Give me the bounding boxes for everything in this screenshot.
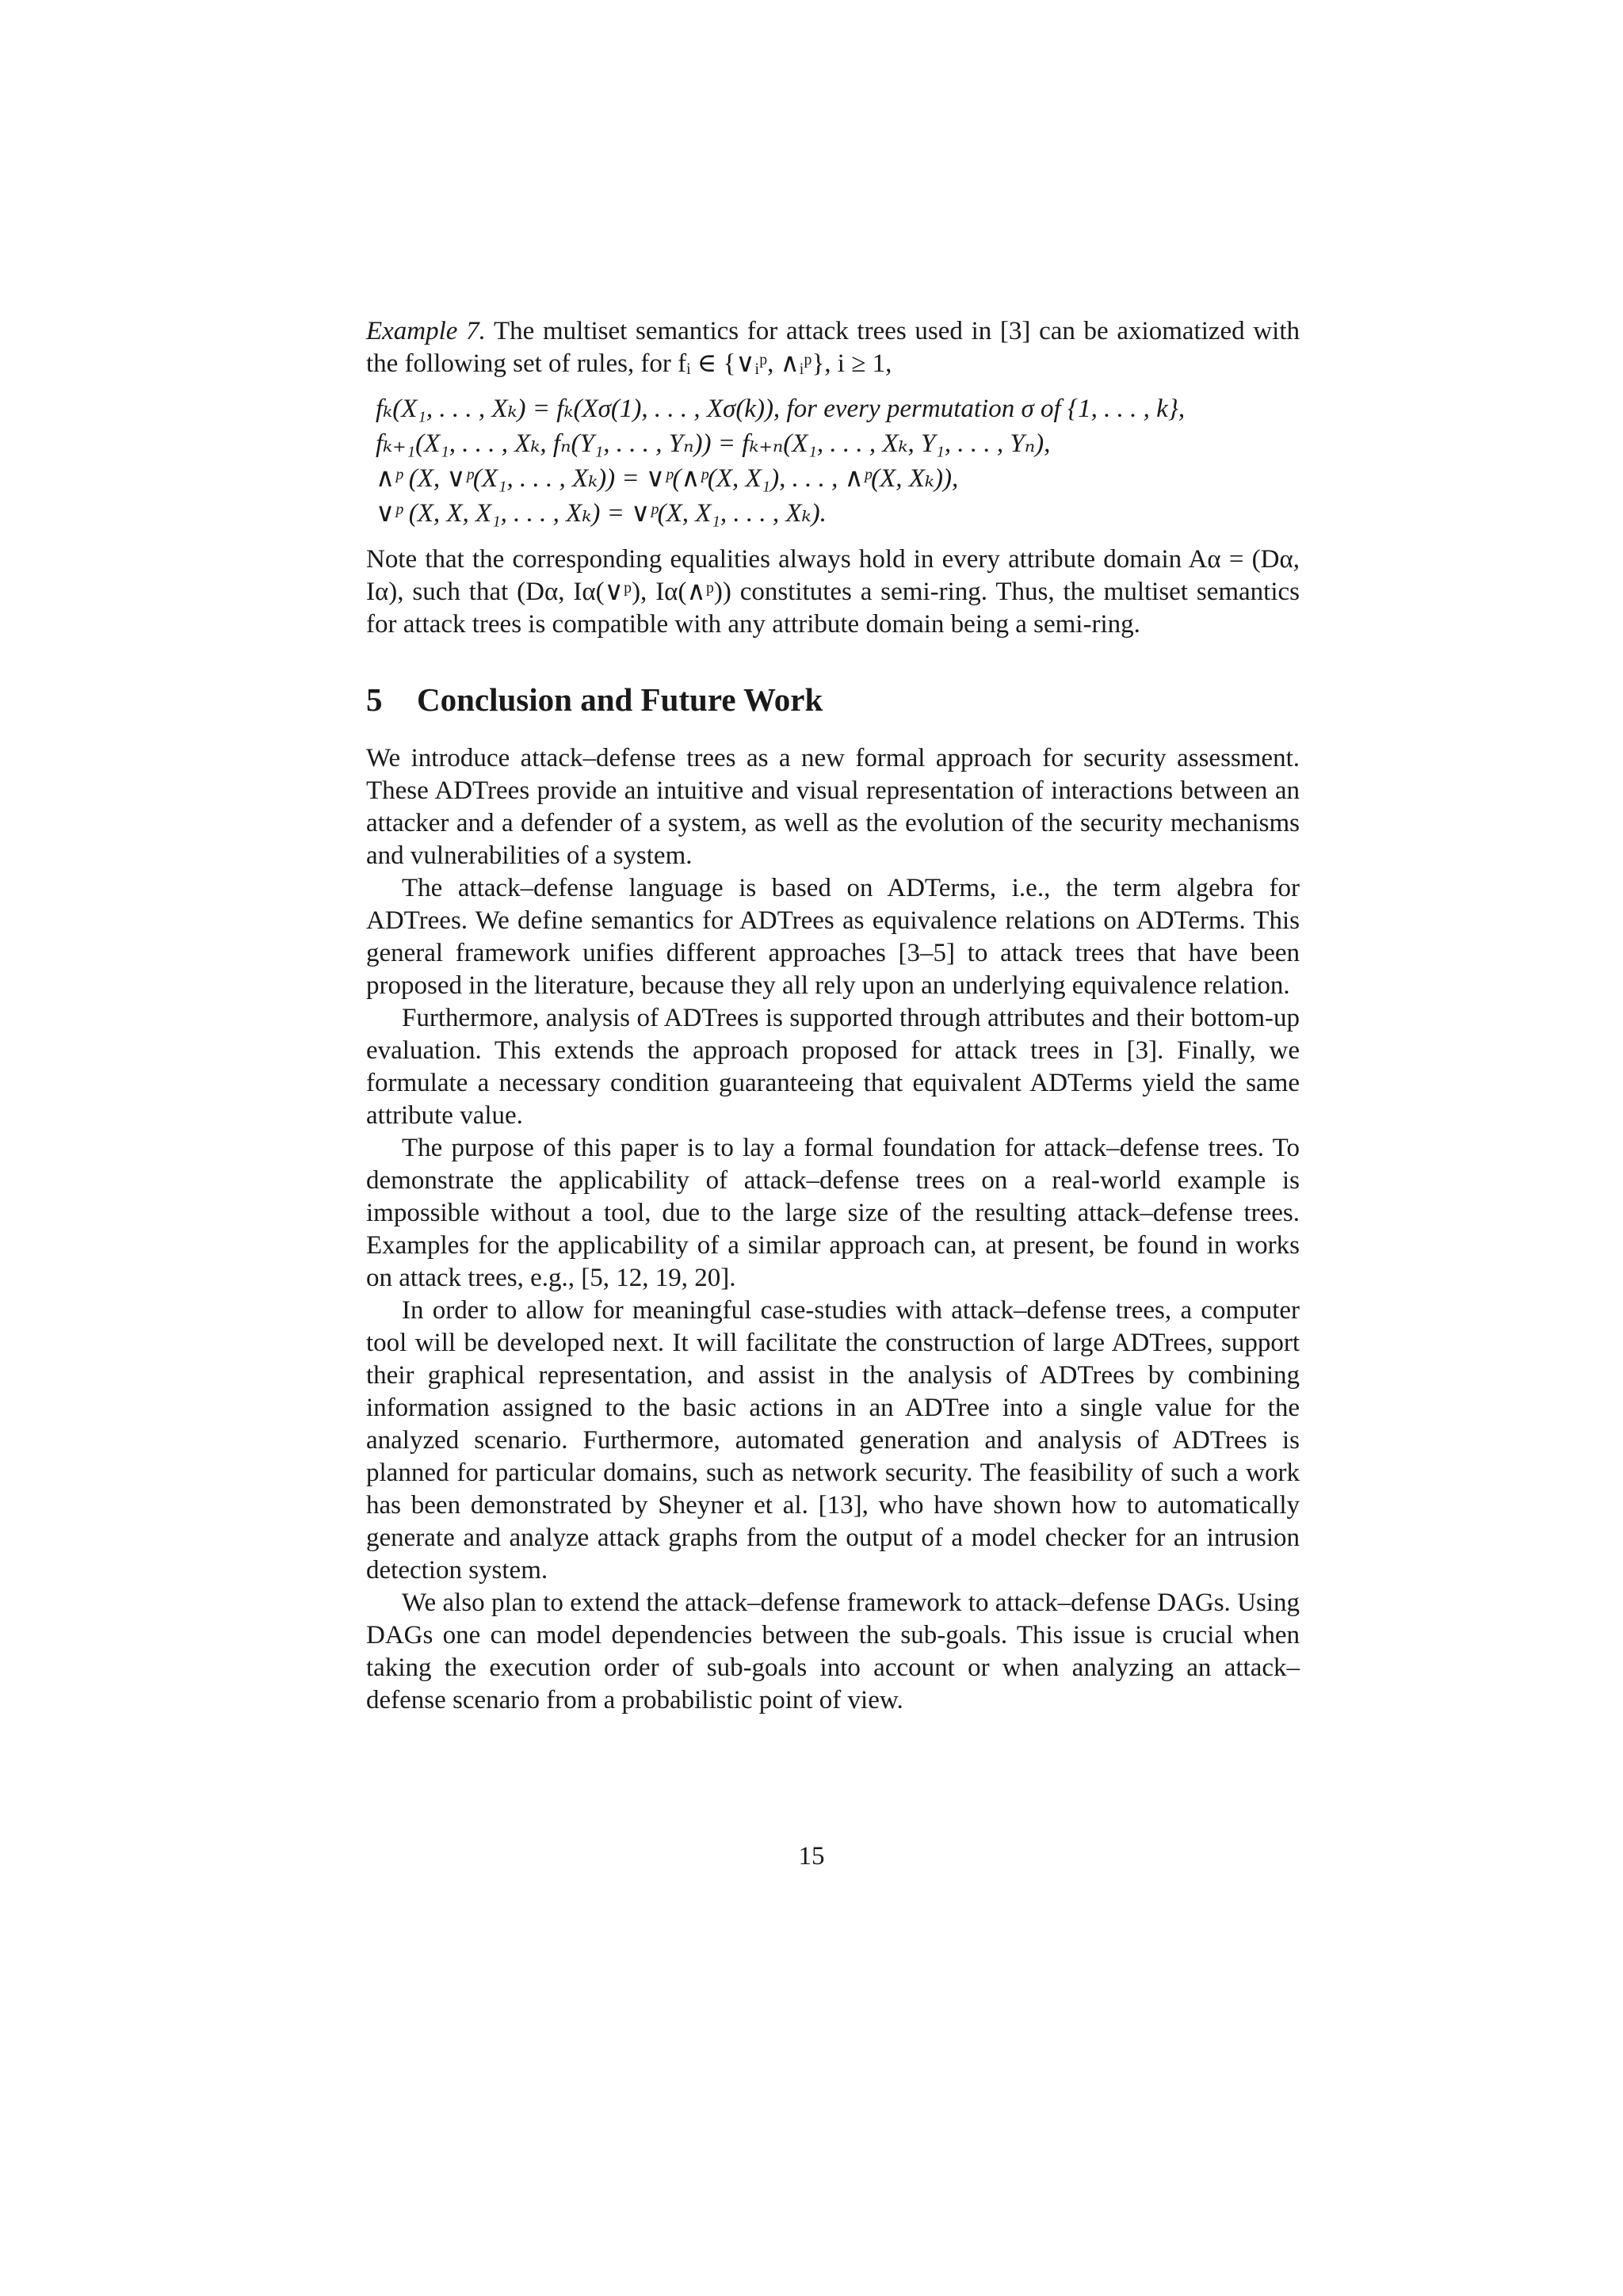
paragraph: Furthermore, analysis of ADTrees is supported through attributes and their bottom-up evaluation. This extends the approach proposed for attack trees in [3]. Finally, we formulate a necessary condition guaranteeing that equivalent ADTerms yield the same attribute value. — [366, 1004, 1300, 1130]
example-text: The multiset semantics for attack trees used in [3] can be axiomatized with the following set of rules, for fᵢ ∈ {∨ᵢᵖ, ∧ᵢᵖ}, i ≥ 1, — [366, 317, 1300, 378]
paragraph: We introduce attack–defense trees as a new formal approach for security assessment. These ADTrees provide an intuitive and visual representation of interactions between an attacker and a defender of a system, as well as the evolution of the security mechanisms and vulnerabilities of a system. — [366, 744, 1300, 870]
example-paragraph — [366, 315, 1300, 380]
note-paragraph: Note that the corresponding equalities always hold in every attribute domain Aα = (Dα, Iα), such that (Dα, Iα(∨ᵖ), Iα(∧ᵖ)) constitutes a semi-ring. Thus, the multiset semantics for attack trees is compatible with any attribute domain being a semi-ring. — [366, 545, 1300, 639]
section-heading — [366, 681, 1300, 719]
page-number: 15 — [798, 1842, 825, 1871]
equation-3: ∧ᵖ (X, ∨ᵖ(X₁, . . . , Xₖ)) = ∨ᵖ(∧ᵖ(X, X₁), . . . , ∧ᵖ(X, Xₖ)), — [376, 464, 959, 493]
equation-2: fₖ₊₁(X₁, . . . , Xₖ, fₙ(Y₁, . . . , Yₙ)) = fₖ₊ₙ(X₁, . . . , Xₖ, Y₁, . . . , Yₙ), — [376, 429, 1051, 458]
example-label: Example 7. — [366, 317, 486, 345]
section-number: 5 — [366, 681, 383, 718]
equation-1: fₖ(X₁, . . . , Xₖ) = fₖ(Xσ(1), . . . , Xσ(k)), for every permutation σ of {1, . . . , k}, — [376, 395, 1186, 423]
paragraph: In order to allow for meaningful case-studies with attack–defense trees, a computer tool will be developed next. It will facilitate the construction of large ADTrees, support their graphical representation, and assist in the analysis of ADTrees by combining information assigned to the basic actions in an ADTree into a single value for the analyzed scenario. Furthermore, automated generation and analysis of ADTrees is planned for particular domains, such as network security. The feasibility of such a work has been demonstrated by Sheyner et al. [13], who have shown how to automatically generate and analyze attack graphs from the output of a model checker for an intrusion detection system. — [366, 1296, 1300, 1585]
paragraph: We also plan to extend the attack–defense framework to attack–defense DAGs. Using DAGs one can model dependencies between the sub-goals. This issue is crucial when taking the execution order of sub-goals into account or when analyzing an attack–defense scenario from a probabilistic point of view. — [366, 1589, 1300, 1714]
paragraph: The purpose of this paper is to lay a formal foundation for attack–defense trees. To demonstrate the applicability of attack–defense trees on a real-world example is impossible without a tool, due to the large size of the resulting attack–defense trees. Examples for the applicability of a similar approach can, at present, be found in works on attack trees, e.g., [5, 12, 19, 20]. — [366, 1134, 1300, 1292]
section-title: Conclusion and Future Work — [417, 681, 823, 718]
equation-4: ∨ᵖ (X, X, X₁, . . . , Xₖ) = ∨ᵖ(X, X₁, . . . , Xₖ). — [376, 499, 827, 528]
page-body — [366, 315, 1300, 1717]
paragraph: The attack–defense language is based on ADTerms, i.e., the term algebra for ADTrees. We define semantics for ADTrees as equivalence relations on ADTerms. This general framework unifies different approaches [3–5] to attack trees that have been proposed in the literature, because they all rely upon an underlying equivalence relation. — [366, 874, 1300, 1000]
equation-block — [376, 391, 1300, 531]
